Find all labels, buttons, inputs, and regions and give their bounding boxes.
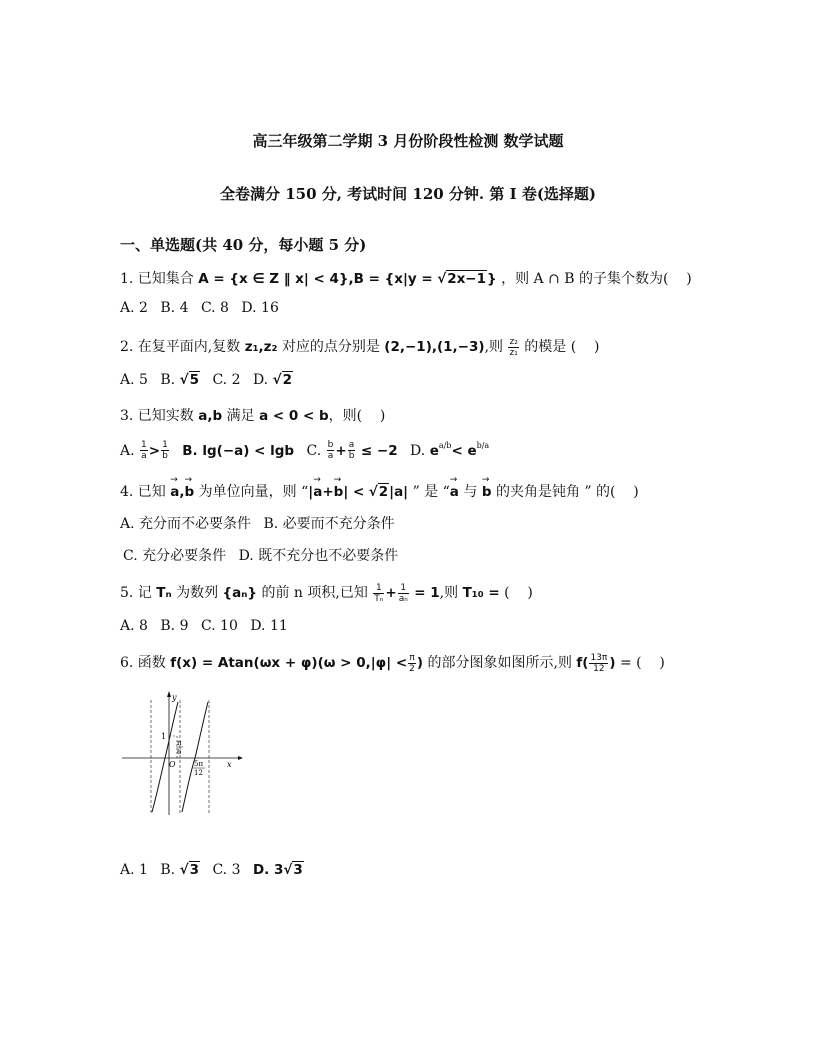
q3-cond: a < 0 < b <box>259 408 329 424</box>
q2-fraction <box>508 337 518 358</box>
origin-label: O <box>169 760 176 769</box>
q2-ask: 的模是 ( ) <box>524 339 600 355</box>
q5-f2-num: 1 <box>398 583 409 594</box>
q1-option-d[interactable]: D. 16 <box>241 300 279 316</box>
q3-option-b[interactable]: B. lg(−a) < lgb <box>182 442 295 459</box>
q6-fx-frac <box>589 653 608 674</box>
q1-ask: ，则 A ∩ B 的子集个数为( ) <box>501 271 692 287</box>
y-axis-label: y <box>172 693 177 702</box>
q5-frac1 <box>373 583 384 604</box>
q3-ask: ，则( ) <box>328 408 386 424</box>
q3-a-frac2 <box>161 440 169 461</box>
q1-set-b-post: } <box>487 271 497 287</box>
q3-option-c[interactable] <box>306 440 403 461</box>
q2-prefix: 2. 在复平面内,复数 <box>120 339 241 355</box>
q6-option-d[interactable] <box>253 862 304 878</box>
question-1 <box>120 268 692 288</box>
q4-plus: + <box>322 484 334 500</box>
tangent-graph <box>120 690 245 820</box>
q6-fx: f( <box>576 655 589 671</box>
q3-c-f2-den: b <box>348 451 355 461</box>
q4-comma: , <box>179 484 185 500</box>
q1-option-b[interactable]: B. 4 <box>160 300 189 316</box>
tan-branch-2 <box>182 702 208 812</box>
q6-ask: = ( ) <box>619 655 665 671</box>
q5-eq: = 1 <box>414 585 440 601</box>
q5-then: ,则 <box>439 585 459 601</box>
q4-mid: 为单位向量，则 “ <box>198 484 309 500</box>
q2-mid: 对应的点分别是 <box>281 339 380 355</box>
q4-vec-a: → a <box>170 484 179 500</box>
q6-option-b-rad: 3 <box>189 862 199 878</box>
q2-option-c[interactable]: C. 2 <box>212 372 241 388</box>
q3-c-f1-num: b <box>327 440 334 450</box>
x-tick1-num: π <box>177 739 182 747</box>
q3-option-a[interactable] <box>120 440 174 461</box>
q2-option-d-label: D. <box>252 372 269 388</box>
q6-fx-den: 12 <box>593 663 605 674</box>
q3-a-frac1 <box>140 440 148 461</box>
question-4 <box>120 481 639 501</box>
q1-prefix: 1. 已知集合 <box>120 271 194 287</box>
q4-expr-r: |a| <box>389 484 409 500</box>
q5-option-c[interactable]: C. 10 <box>200 618 238 634</box>
q3-c-frac2 <box>348 440 356 461</box>
q6-cond-frac <box>408 653 416 674</box>
exam-subtitle: 全卷满分 150 分, 考试时间 120 分钟. 第 I 卷(选择题) <box>219 185 597 203</box>
q3-vars: a,b <box>198 408 223 424</box>
q5-ask: ( ) <box>504 585 533 601</box>
q2-option-b-label: B. <box>160 372 176 388</box>
q3-options <box>120 440 497 461</box>
q3-option-c-label: C. <box>306 442 322 459</box>
q6-cond-r: ) <box>416 655 424 671</box>
q4-expr-l: | <box>308 484 314 500</box>
q5-mid: 为数列 <box>176 585 219 601</box>
q3-c-f1-den: a <box>327 451 334 461</box>
question-2 <box>120 336 599 358</box>
q6-option-d-label: D. 3 <box>252 862 284 878</box>
q2-option-d[interactable] <box>253 372 293 388</box>
q5-option-a[interactable]: A. 8 <box>120 618 148 634</box>
q4-options-row1 <box>120 513 403 533</box>
q4-options-row2 <box>123 545 406 565</box>
q6-option-a[interactable]: A. 1 <box>120 862 148 878</box>
q3-a-f2-den: b <box>162 451 168 461</box>
q3-prefix: 3. 已知实数 <box>120 408 194 424</box>
q3-a-f1-num: 1 <box>141 440 147 450</box>
q2-option-a[interactable]: A. 5 <box>120 372 148 388</box>
section-heading: 一、单选题(共 40 分，每小题 5 分) <box>120 236 367 254</box>
q2-then: ,则 <box>484 339 504 355</box>
q4-ask-vec-b: → b <box>482 484 492 500</box>
q1-sqrt-rad: 2x−1 <box>447 271 487 287</box>
q4-prefix: 4. 已知 <box>120 484 166 500</box>
q4-sqrt-rad: 2 <box>378 484 389 500</box>
q6-fx-r: ) <box>609 655 616 671</box>
q3-option-a-label: A. <box>120 442 135 459</box>
q3-a-f1-den: a <box>141 451 147 461</box>
tan-branch-1 <box>152 702 178 812</box>
q5-f2-den: aₙ <box>398 593 408 604</box>
q4-sqrt: √2 <box>368 484 389 500</box>
q3-mid: 满足 <box>226 408 255 424</box>
q3-d-base1: e <box>429 442 439 459</box>
q6-option-b[interactable] <box>160 862 200 878</box>
q4-ask-mid: ” 是 “ <box>412 484 450 500</box>
x-tick2-den: 12 <box>194 769 203 777</box>
q1-sqrt: √2x−1 <box>437 271 487 287</box>
q6-option-b-sqrt: √3 <box>179 862 199 878</box>
q1-options <box>120 300 287 316</box>
x-tick2-num: 5π <box>194 760 204 768</box>
q3-c-op: + <box>335 442 347 459</box>
q4-expr-vec-a: → a <box>313 484 322 500</box>
q5-seq: {aₙ} <box>222 585 258 601</box>
question-5 <box>120 582 533 604</box>
q2-option-d-sqrt: √2 <box>272 372 292 388</box>
q3-d-op: < e <box>451 442 477 459</box>
x-axis-label: x <box>227 760 232 769</box>
q5-tn: Tₙ <box>156 585 172 601</box>
q4-option-c[interactable]: C. 充分必要条件 <box>123 548 227 564</box>
q2-frac-den: z₁ <box>509 347 518 358</box>
q4-vec-b: → b <box>185 484 195 500</box>
x-tick1-den: 6 <box>177 748 182 756</box>
q6-prefix: 6. 函数 <box>120 655 166 671</box>
q4-with: 与 <box>463 484 478 500</box>
q6-option-b-label: B. <box>160 862 176 878</box>
q3-a-op: > <box>148 442 161 459</box>
q6-fx-num: 13π <box>590 652 608 663</box>
question-6 <box>120 652 665 674</box>
q5-option-d[interactable]: D. 11 <box>250 618 288 634</box>
q2-option-b-sqrt: √5 <box>179 372 199 388</box>
q5-f1-den: Tₙ <box>374 593 384 604</box>
q3-c-tail: ≤ −2 <box>360 442 398 459</box>
q3-option-d[interactable] <box>410 440 490 459</box>
q3-option-d-label: D. <box>410 442 426 459</box>
q1-set-b-pre: B = {x|y = <box>353 271 433 287</box>
question-3 <box>120 405 385 425</box>
q2-frac-num: z₂ <box>509 336 518 347</box>
q1-set-a: A = {x ∈ Z ‖ x| < 4}, <box>198 271 354 287</box>
q1-option-c[interactable]: C. 8 <box>200 300 229 316</box>
q2-points: (2,−1),(1,−3) <box>384 339 485 355</box>
q6-cond-l: (ω > 0,|φ| < <box>317 655 408 671</box>
q5-t10: T₁₀ = <box>462 585 500 601</box>
q6-options <box>120 862 312 878</box>
q4-ask-vec-a: → a <box>450 484 459 500</box>
q5-prefix: 5. 记 <box>120 585 152 601</box>
q4-option-d[interactable]: D. 既不充分也不必要条件 <box>238 548 399 564</box>
q6-cond-num: π <box>409 652 415 663</box>
q4-expr-vec-b: → b <box>334 484 344 500</box>
q5-f1-num: 1 <box>373 583 384 594</box>
q3-d-sup1: a/b <box>438 440 452 450</box>
q5-frac2 <box>398 583 409 604</box>
q2-options <box>120 372 301 388</box>
q6-option-d-rad: 3 <box>293 862 303 878</box>
q4-option-a[interactable]: A. 充分而不必要条件 <box>120 516 252 532</box>
q3-c-f2-num: a <box>348 440 355 450</box>
q6-func: f(x) = Atan(ωx + φ) <box>170 655 318 671</box>
q4-expr-m: | < <box>343 484 365 500</box>
y-axis-arrow-icon <box>167 691 171 697</box>
y-tick-label: 1 <box>161 732 167 741</box>
q3-a-f2-num: 1 <box>162 440 168 450</box>
q5-plus: + <box>385 585 397 601</box>
q3-c-frac1 <box>327 440 335 461</box>
q3-d-sup2: b/a <box>476 440 490 450</box>
q2-option-b-rad: 5 <box>189 372 199 388</box>
q6-option-d-sqrt: √3 <box>283 862 303 878</box>
q6-mid: 的部分图象如图所示,则 <box>427 655 572 671</box>
q2-option-b[interactable] <box>160 372 200 388</box>
q1-option-a[interactable]: A. 2 <box>120 300 148 316</box>
exam-title: 高三年级第二学期 3 月份阶段性检测 数学试题 <box>252 132 564 150</box>
q6-cond-den: 2 <box>409 663 415 674</box>
q4-option-b[interactable]: B. 必要而不充分条件 <box>263 516 395 532</box>
q5-option-b[interactable]: B. 9 <box>160 618 189 634</box>
x-axis-arrow-icon <box>238 756 243 760</box>
q6-option-c[interactable]: C. 3 <box>212 862 241 878</box>
q2-vars: z₁,z₂ <box>244 339 278 355</box>
q4-tail: 的夹角是钝角 ” 的( ) <box>495 484 639 500</box>
q2-option-d-rad: 2 <box>282 372 292 388</box>
q5-options <box>120 618 296 634</box>
q5-mid2: 的前 n 项积,已知 <box>261 585 368 601</box>
